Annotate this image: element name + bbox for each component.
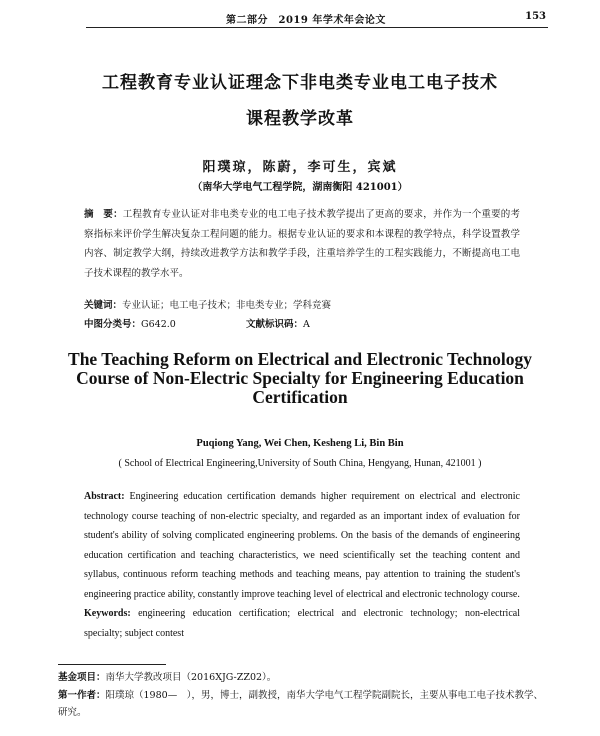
title-en-line3: Certification	[252, 387, 348, 407]
keywords-en-text: engineering education certification; electrical and electronic technology; non-electrical specialty; subject contest	[84, 608, 520, 639]
title-en-line2: Course of Non-Electric Specialty for Engineering Education	[76, 368, 524, 388]
fund-label: 基金项目：	[58, 672, 106, 683]
title-cn-line1: 工程教育专业认证理念下非电类专业电工电子技术	[102, 73, 498, 93]
header-section: 第二部分 2019 年学术年会论文	[226, 15, 386, 26]
authors-cn: 阳璞琼，陈蔚，李可生，宾斌	[202, 160, 398, 175]
abstract-cn-label: 摘 要：	[84, 209, 123, 220]
keywords-cn	[84, 297, 331, 311]
doc-value: A	[303, 319, 310, 330]
abstract-en-text: Engineering education certification demands higher requirement on electrical and electronic technology course teaching of non-electric specialty, and regarded as an important index of evaluation for student's ability of solving complicated engineering problems. On the basis of the demands of engineering education certification and teaching characteristics, we need scientifically set the teaching content and syllabus, continuous reform teaching methods and teaching means, pay attention to training the student's engineering practice ability, constantly improve teaching level of electrical and electronic technology course.	[84, 491, 520, 600]
keywords-en-label: Keywords:	[84, 608, 131, 619]
title-cn-line2: 课程教学改革	[246, 109, 354, 129]
author-label: 第一作者：	[58, 690, 106, 701]
page-number: 153	[525, 11, 546, 22]
abstract-cn	[84, 205, 520, 283]
clc-value: G642.0	[141, 319, 176, 330]
footnote-author	[58, 687, 548, 721]
doc-code	[246, 316, 310, 330]
authors-en: Puqiong Yang, Wei Chen, Kesheng Li, Bin Bin	[196, 438, 404, 449]
keywords-cn-text: 专业认证；电工电子技术；非电类专业；学科竞赛	[122, 300, 332, 311]
fund-text: 南华大学教改项目（2016XJG-ZZ02）。	[105, 672, 277, 683]
affiliation-en: ( School of Electrical Engineering,University of South China, Hengyang, Hunan, 421001 )	[118, 458, 482, 469]
doc-label: 文献标识码：	[246, 319, 304, 330]
footnote-rule	[58, 664, 166, 665]
running-header	[86, 11, 548, 28]
keywords-cn-label: 关键词：	[84, 300, 123, 311]
abstract-cn-text: 工程教育专业认证对非电类专业的电工电子技术教学提出了更高的要求，并作为一个重要的考察指标来评价学生解决复杂工程问题的能力。根据专业认证的要求和本课程的教学特点，科学设置教学内容、制定教学大纲，持续改进教学方法和教学手段，注重培养学生的工程实践能力，不断提高电工电子技术课程的教学水平。	[84, 209, 520, 279]
abstract-en	[84, 487, 520, 604]
keywords-en	[84, 604, 520, 643]
abstract-en-label: Abstract:	[84, 491, 125, 502]
classification-row	[84, 316, 520, 330]
title-en-line1: The Teaching Reform on Electrical and Electronic Technology	[68, 349, 532, 369]
author-text: 阳璞琼（1980— ），男，博士，副教授，南华大学电气工程学院副院长，主要从事电工电子技术教学、研究。	[58, 690, 543, 718]
title-en	[40, 350, 560, 407]
affiliation-cn: （南华大学电气工程学院，湖南衡阳 421001）	[192, 182, 408, 193]
clc-label: 中图分类号：	[84, 319, 142, 330]
footnote-fund	[58, 669, 548, 686]
